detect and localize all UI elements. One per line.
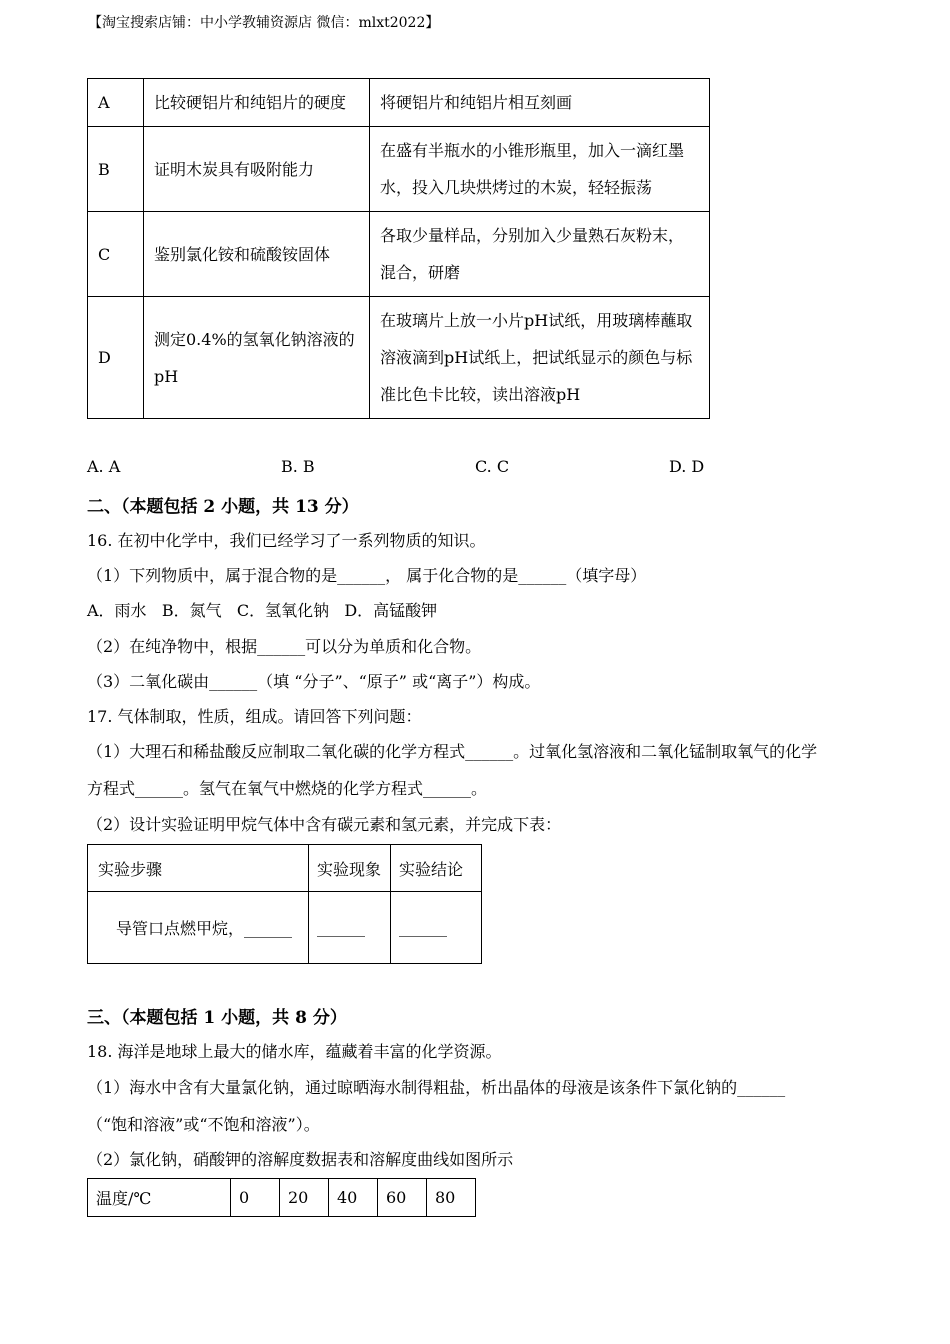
method-cell: 各取少量样品，分别加入少量熟石灰粉末，混合，研磨 — [370, 212, 710, 297]
temperature-label: 温度/℃ — [88, 1179, 231, 1217]
temperature-cell: 0 — [231, 1179, 280, 1217]
options-table — [87, 78, 710, 419]
q16-choices: A．雨水 B．氮气 C．氢氧化钠 D．高锰酸钾 — [87, 601, 438, 620]
purpose-cell: 测定0.4%的氢氧化钠溶液的pH — [144, 297, 370, 419]
q16-part1: （1）下列物质中，属于混合物的是______， 属于化合物的是______（填字母） — [87, 566, 647, 585]
q17-part1-line2: 方程式______。氢气在氧气中燃烧的化学方程式______。 — [87, 779, 488, 798]
row-label: A — [88, 79, 144, 127]
temperature-table — [87, 1178, 476, 1217]
q16-part3: （3）二氧化碳由______（填 “分子”、“原子” 或“离子”）构成。 — [87, 672, 541, 691]
section-3-heading: 三、（本题包括 1 小题，共 8 分） — [87, 1008, 347, 1028]
q18-stem: 18. 海洋是地球上最大的储水库，蕴藏着丰富的化学资源。 — [87, 1042, 502, 1061]
row-label: B — [88, 127, 144, 212]
header-cell: 实验现象 — [309, 845, 391, 892]
q18-part2: （2）氯化钠，硝酸钾的溶解度数据表和溶解度曲线如图所示 — [87, 1150, 514, 1169]
table-row — [88, 127, 710, 212]
purpose-cell: 证明木炭具有吸附能力 — [144, 127, 370, 212]
step-cell: 导管口点燃甲烷，______ — [88, 892, 309, 964]
header-cell: 实验结论 — [391, 845, 482, 892]
conclusion-cell: ______ — [391, 892, 482, 964]
temperature-cell: 40 — [329, 1179, 378, 1217]
experiment-table — [87, 844, 482, 964]
phenomenon-cell: ______ — [309, 892, 391, 964]
purpose-cell: 鉴别氯化铵和硫酸铵固体 — [144, 212, 370, 297]
table-header-row — [88, 845, 482, 892]
temperature-cell: 80 — [427, 1179, 476, 1217]
row-label: D — [88, 297, 144, 419]
temperature-cell: 20 — [280, 1179, 329, 1217]
q17-part1-line1: （1）大理石和稀盐酸反应制取二氧化碳的化学方程式______。过氧化氢溶液和二氧化锰制取氧气的化学 — [87, 742, 818, 761]
option-b[interactable]: B. B — [281, 457, 315, 476]
table-row — [88, 79, 710, 127]
page-header: 【淘宝搜索店铺：中小学教辅资源店 微信：mlxt2022】 — [88, 15, 440, 31]
purpose-cell: 比较硬铝片和纯铝片的硬度 — [144, 79, 370, 127]
q16-part2: （2）在纯净物中，根据______可以分为单质和化合物。 — [87, 637, 482, 656]
q18-part1-line2: （“饱和溶液”或“不饱和溶液”）。 — [87, 1115, 320, 1134]
table-row — [88, 892, 482, 964]
temperature-cell: 60 — [378, 1179, 427, 1217]
q17-stem: 17. 气体制取，性质，组成。请回答下列问题： — [87, 707, 422, 726]
q17-part2: （2）设计实验证明甲烷气体中含有碳元素和氢元素，并完成下表： — [87, 815, 562, 834]
option-d[interactable]: D. D — [669, 457, 705, 476]
table-row — [88, 297, 710, 419]
option-c[interactable]: C. C — [475, 457, 510, 476]
method-cell: 将硬铝片和纯铝片相互刻画 — [370, 79, 710, 127]
row-label: C — [88, 212, 144, 297]
section-2-heading: 二、（本题包括 2 小题，共 13 分） — [87, 497, 359, 517]
method-cell: 在盛有半瓶水的小锥形瓶里，加入一滴红墨水，投入几块烘烤过的木炭，轻轻振荡 — [370, 127, 710, 212]
option-a[interactable]: A. A — [87, 457, 121, 476]
q16-stem: 16. 在初中化学中，我们已经学习了一系列物质的知识。 — [87, 531, 486, 550]
method-cell: 在玻璃片上放一小片pH试纸，用玻璃棒蘸取溶液滴到pH试纸上，把试纸显示的颜色与标准比色卡比较，读出溶液pH — [370, 297, 710, 419]
table-row — [88, 1179, 476, 1217]
header-cell: 实验步骤 — [88, 845, 309, 892]
table-row — [88, 212, 710, 297]
q18-part1-line1: （1）海水中含有大量氯化钠，通过晾晒海水制得粗盐，析出晶体的母液是该条件下氯化钠的______ — [87, 1078, 786, 1097]
